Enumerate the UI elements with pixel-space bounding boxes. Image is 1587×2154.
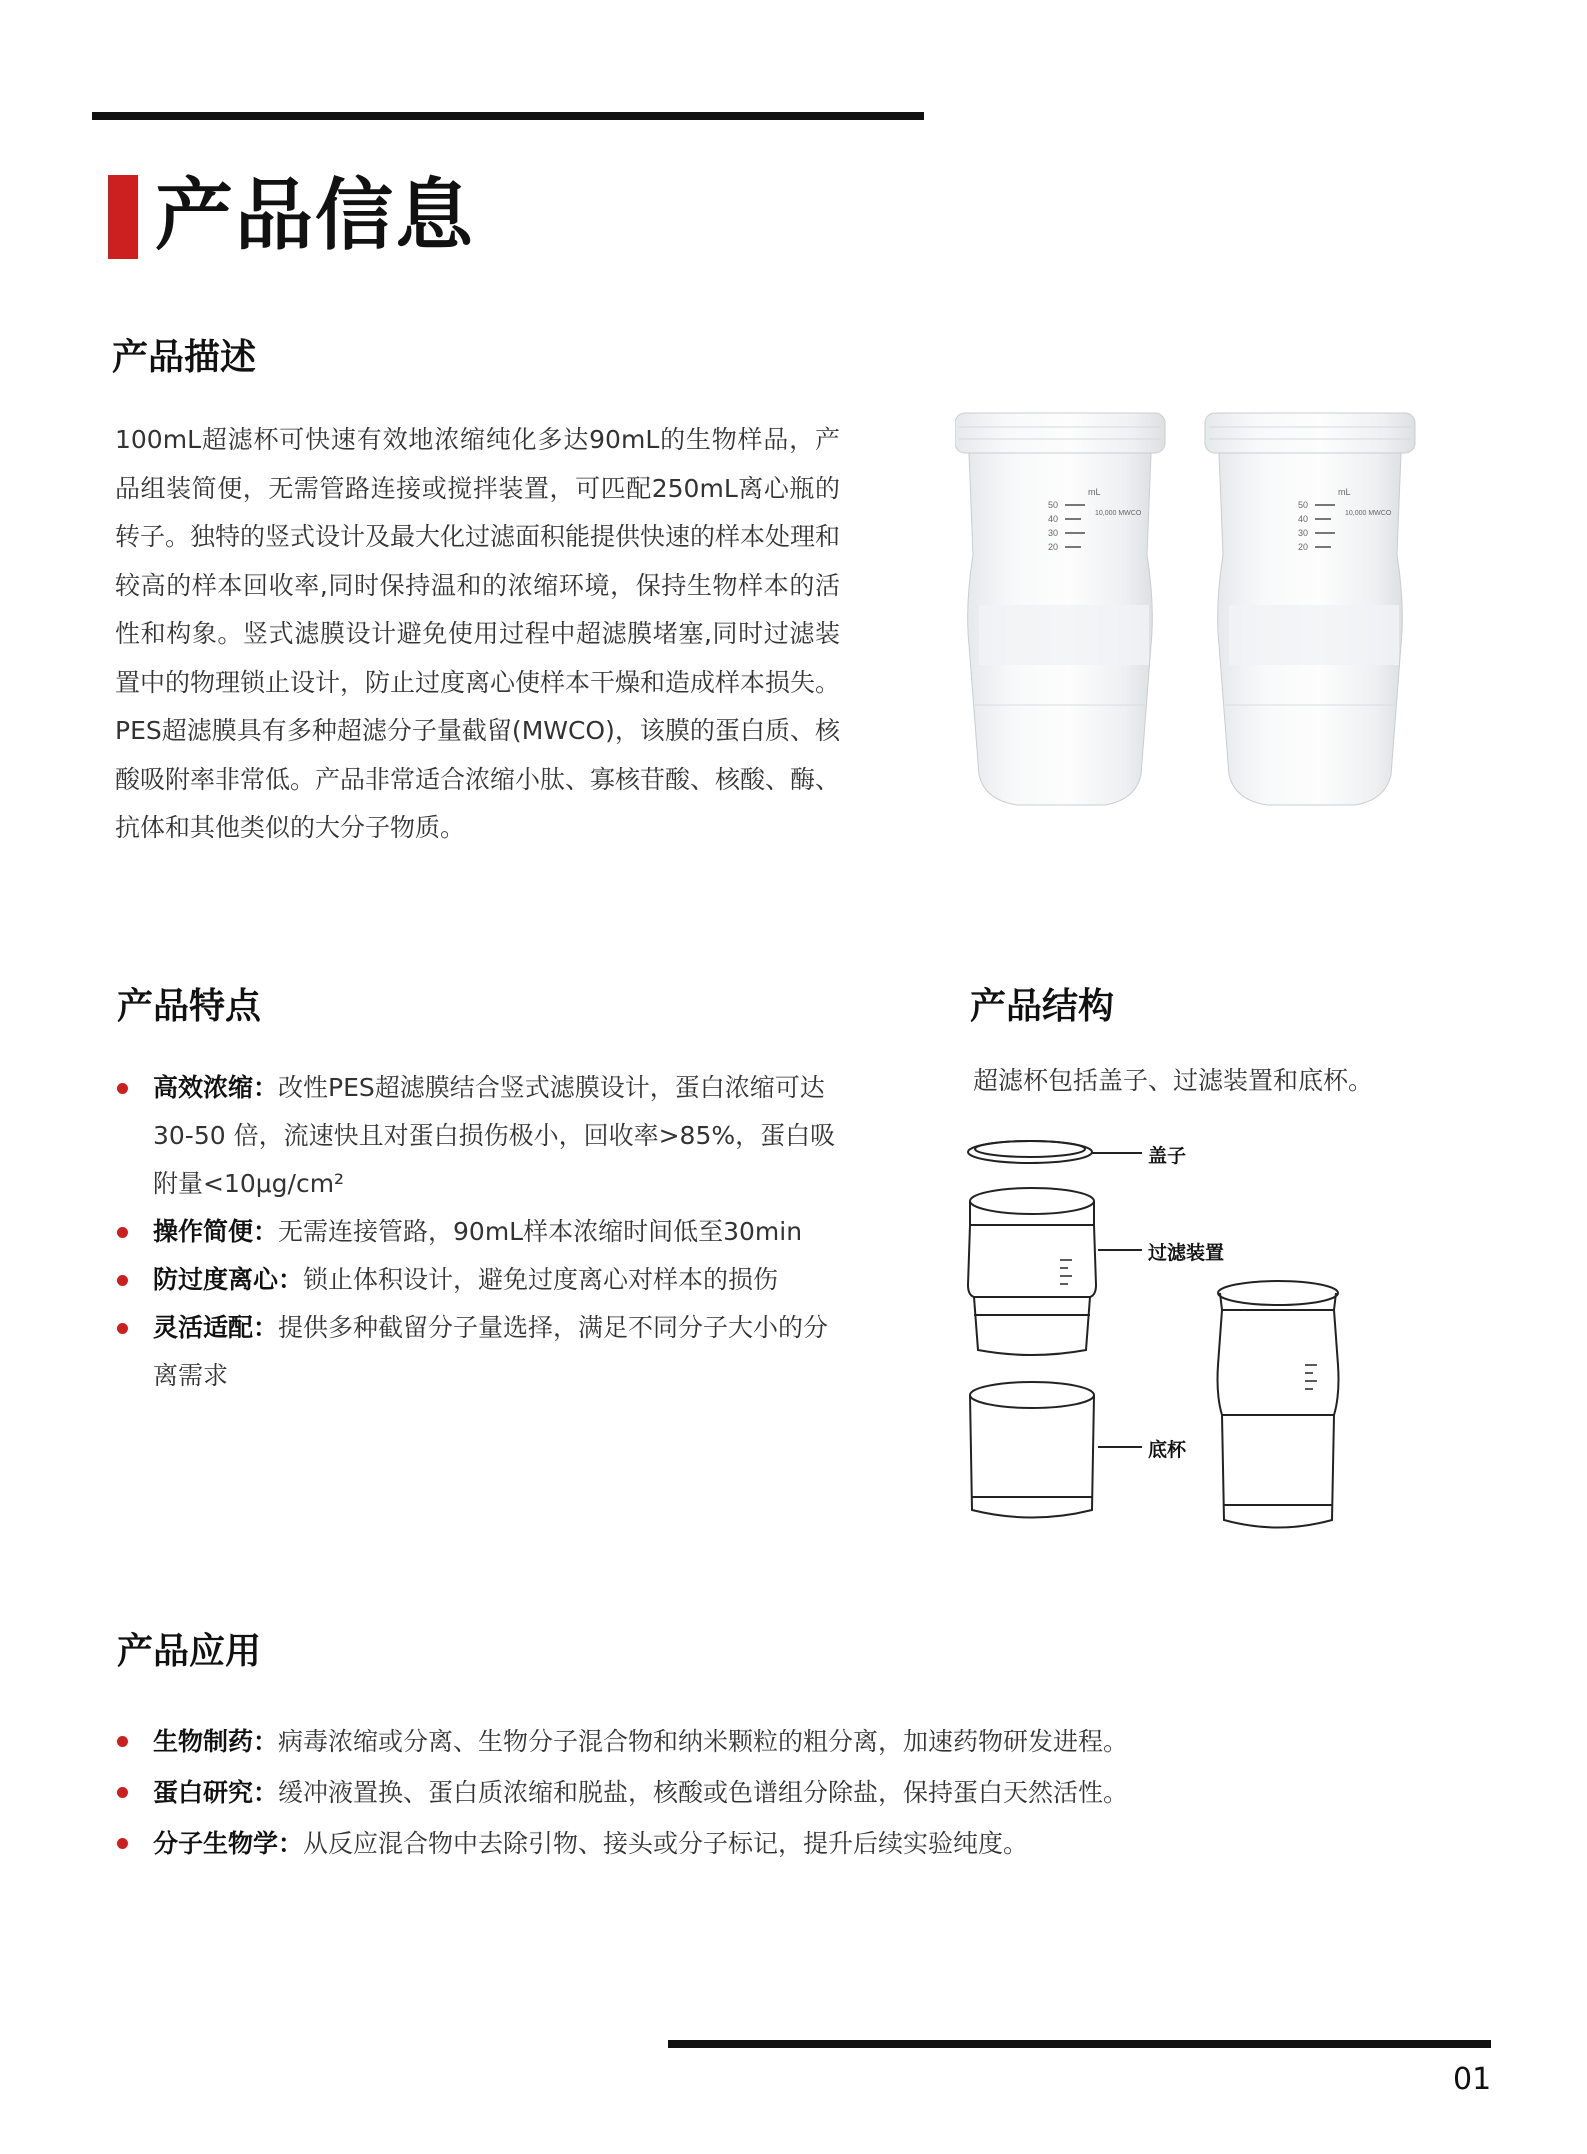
application-label: 生物制药：: [153, 1727, 279, 1756]
feature-item: [115, 1256, 845, 1304]
feature-item: [115, 1208, 845, 1256]
structure-heading: 产品结构: [970, 986, 1115, 1027]
application-text: 从反应混合物中去除引物、接头或分子标记，提升后续实验纯度。: [303, 1829, 1029, 1858]
features-list: [115, 1064, 845, 1400]
bullet-dot: [117, 1736, 128, 1747]
cup-photo-left: [955, 413, 1165, 805]
structure-diagram: [960, 1125, 1380, 1545]
photo-scale-label: 40: [1048, 514, 1059, 524]
photo-scale-label: 50: [1298, 500, 1309, 510]
assembled-cup-drawing: [1218, 1281, 1339, 1528]
title-accent-bar: [108, 175, 138, 259]
page-title: 产品信息: [155, 171, 476, 261]
description-heading: 产品描述: [112, 337, 257, 378]
photo-unit-label: mL: [1338, 487, 1351, 497]
base-cup-drawing: [970, 1382, 1142, 1518]
bullet-dot: [117, 1787, 128, 1798]
description-text: 100mL超滤杯可快速有效地浓缩纯化多达90mL的生物样品，产品组装简便，无需管路连接或搅拌装置，可匹配250mL离心瓶的转子。独特的竖式设计及最大化过滤面积能提供快速的样本处理和较高的样本回收率,同时保持温和的浓缩环境，保持生物样本的活性和构象。竖式滤膜设计避免使用过程中超滤膜堵塞,同时过滤装置中的物理锁止设计，防止过度离心使样本干燥和造成样本损失。PES超滤膜具有多种超滤分子量截留(MWCO)，该膜的蛋白质、核酸吸附率非常低。产品非常适合浓缩小肽、寡核苷酸、核酸、酶、抗体和其他类似的大分子物质。: [115, 425, 841, 842]
photo-unit-label: mL: [1088, 487, 1101, 497]
bullet-dot: [117, 1275, 128, 1286]
feature-item: [115, 1304, 845, 1400]
bullet-dot: [117, 1323, 128, 1334]
filter-device-label: 过滤装置: [1148, 1242, 1225, 1264]
photo-scale-label: 30: [1298, 528, 1309, 538]
lid-drawing: [968, 1141, 1142, 1163]
lid-label: 盖子: [1148, 1145, 1187, 1167]
application-item: [115, 1716, 1415, 1767]
page-number: 01: [1453, 2062, 1492, 2097]
application-text: 病毒浓缩或分离、生物分子混合物和纳米颗粒的粗分离，加速药物研发进程。: [278, 1727, 1129, 1756]
application-item: [115, 1818, 1415, 1869]
feature-text: 锁止体积设计，避免过度离心对样本的损伤: [303, 1265, 779, 1294]
application-item: [115, 1767, 1415, 1818]
photo-scale-label: 20: [1298, 542, 1309, 552]
bullet-dot: [117, 1083, 128, 1094]
photo-scale-label: 30: [1048, 528, 1059, 538]
base-cup-label: 底杯: [1148, 1439, 1187, 1461]
photo-scale-label: 40: [1298, 514, 1309, 524]
feature-label: 高效浓缩：: [153, 1073, 279, 1102]
filter-device-drawing: [968, 1188, 1142, 1355]
photo-scale-label: 50: [1048, 500, 1059, 510]
product-photo: [955, 405, 1425, 825]
feature-label: 防过度离心：: [153, 1265, 304, 1294]
cup-photo-right: [1205, 413, 1415, 805]
bullet-dot: [117, 1838, 128, 1849]
feature-label: 灵活适配：: [153, 1313, 279, 1342]
application-label: 分子生物学：: [153, 1829, 304, 1858]
feature-text: 提供多种截留分子量选择，满足不同分子大小的分离需求: [153, 1313, 829, 1390]
photo-mwco-label: 10,000 MWCO: [1095, 510, 1142, 517]
bottom-rule: [668, 2040, 1491, 2048]
features-heading: 产品特点: [117, 986, 262, 1027]
applications-heading: 产品应用: [117, 1631, 262, 1672]
bullet-dot: [117, 1227, 128, 1238]
feature-text: 改性PES超滤膜结合竖式滤膜设计，蛋白浓缩可达30-50 倍，流速快且对蛋白损伤极小，回收率>85%，蛋白吸附量<10μg/cm²: [153, 1073, 836, 1198]
structure-intro: 超滤杯包括盖子、过滤装置和底杯。: [973, 1066, 1374, 1095]
applications-list: [115, 1716, 1415, 1869]
application-label: 蛋白研究：: [153, 1778, 279, 1807]
feature-item: [115, 1064, 845, 1208]
photo-scale-label: 20: [1048, 542, 1059, 552]
application-text: 缓冲液置换、蛋白质浓缩和脱盐，核酸或色谱组分除盐，保持蛋白天然活性。: [278, 1778, 1129, 1807]
photo-mwco-label: 10,000 MWCO: [1345, 510, 1392, 517]
feature-text: 无需连接管路，90mL样本浓缩时间低至30min: [278, 1217, 803, 1246]
feature-label: 操作简便：: [153, 1217, 279, 1246]
top-rule: [92, 112, 924, 120]
